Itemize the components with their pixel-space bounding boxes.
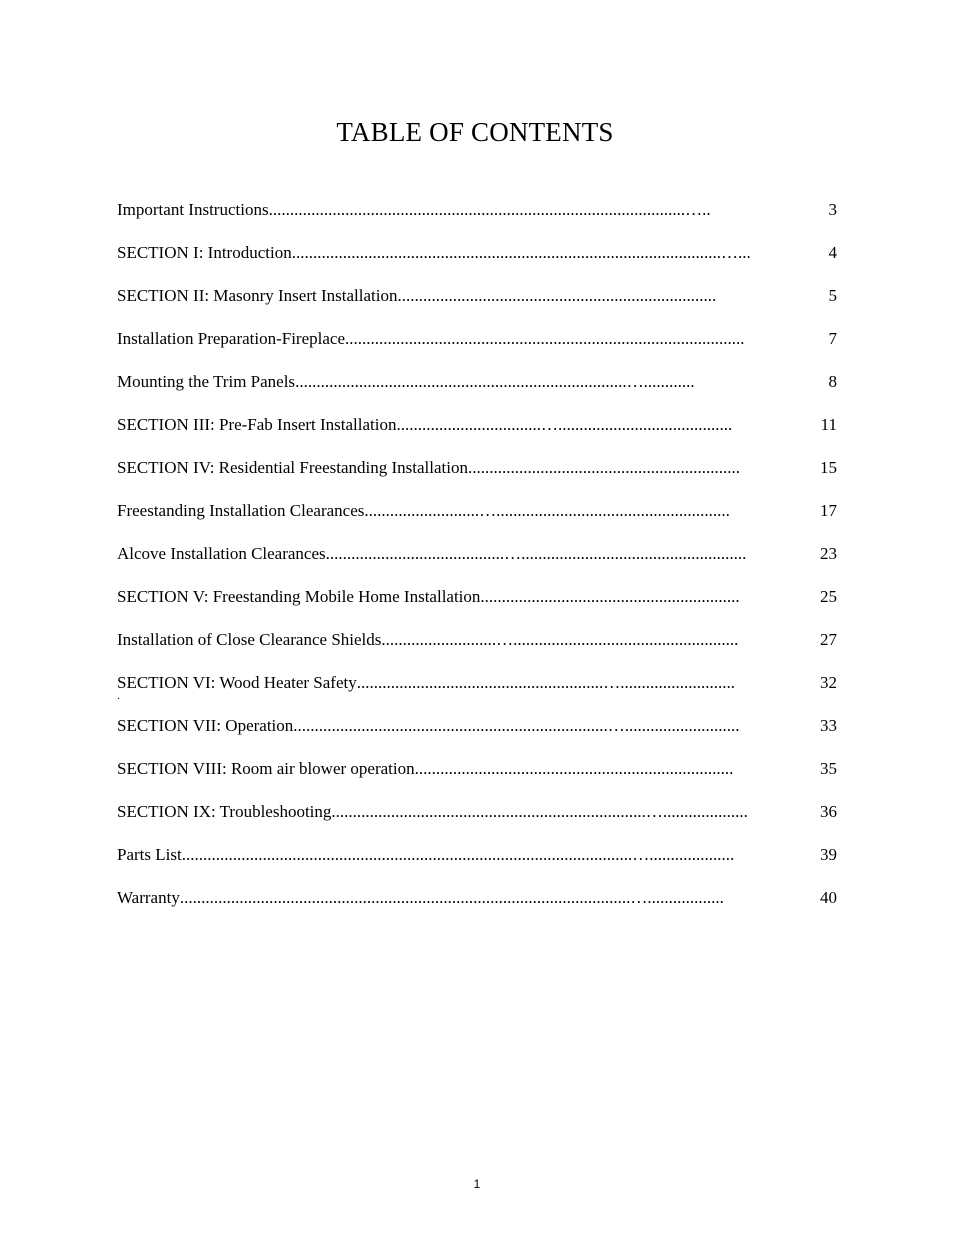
toc-entry-leader: ..................................................................................................….. xyxy=(268,200,711,219)
toc-entry-label: SECTION III: Pre-Fab Insert Installation xyxy=(117,415,397,434)
toc-entry-label: SECTION I: Introduction xyxy=(117,243,292,262)
toc-entry-leader: ..................................…......................................... xyxy=(396,415,733,434)
toc-entry-page: 36 xyxy=(820,802,837,821)
toc-entry-leader: ............................................................. xyxy=(480,587,740,606)
toc-entry-section-iii xyxy=(117,414,837,457)
toc-entry-leader: ................................................................ xyxy=(467,458,740,477)
toc-entry-page: 35 xyxy=(820,759,837,778)
stray-period-mark: . xyxy=(117,688,120,702)
toc-entry-mounting-trim-panels xyxy=(117,371,837,414)
toc-entry-page: 8 xyxy=(828,372,837,391)
toc-entry-page: 11 xyxy=(820,415,837,434)
toc-entry-section-ii xyxy=(117,285,837,328)
toc-entry-freestanding-clearances xyxy=(117,500,837,543)
toc-entry-label: Alcove Installation Clearances xyxy=(117,544,326,563)
toc-entry-section-vi xyxy=(117,672,837,715)
toc-entry-label: Installation Preparation-Fireplace xyxy=(117,329,345,348)
toc-entry-section-i xyxy=(117,242,837,285)
toc-entry-leader: ...........................…....................................................... xyxy=(364,501,730,520)
toc-entry-label: SECTION VIII: Room air blower operation xyxy=(117,759,415,778)
toc-entry-leader: .....................................................................................................…... xyxy=(291,243,751,262)
toc-entry-close-clearance-shields xyxy=(117,629,837,672)
toc-entry-page: 27 xyxy=(820,630,837,649)
toc-entry-leader: ..........................................................................…........................... xyxy=(293,716,740,735)
toc-entry-leader: ..........................................…..................................................... xyxy=(325,544,747,563)
toc-entry-page: 23 xyxy=(820,544,837,563)
toc-entry-section-v xyxy=(117,586,837,629)
toc-entry-label: Important Instructions xyxy=(117,200,269,219)
toc-entry-section-vii xyxy=(117,715,837,758)
toc-entry-label: Freestanding Installation Clearances xyxy=(117,501,365,520)
toc-entry-leader: ..........................................................................................................….................. xyxy=(179,888,724,907)
toc-entry-section-viii xyxy=(117,758,837,801)
toc-entry-leader: ..........................................................................................................….................... xyxy=(181,845,735,864)
page-number: 1 xyxy=(473,1177,481,1191)
toc-entry-label: Mounting the Trim Panels xyxy=(117,372,296,391)
toc-entry-installation-preparation xyxy=(117,328,837,371)
toc-entry-label: SECTION VI: Wood Heater Safety xyxy=(117,673,357,692)
toc-entry-label: Installation of Close Clearance Shields xyxy=(117,630,382,649)
toc-entry-page: 40 xyxy=(820,888,837,907)
toc-entry-parts-list xyxy=(117,844,837,887)
toc-entry-leader: ..............................................................................…............ xyxy=(295,372,695,391)
toc-entry-label: SECTION V: Freestanding Mobile Home Installation xyxy=(117,587,481,606)
toc-entry-leader: ..........................................................…........................... xyxy=(356,673,735,692)
toc-entry-page: 7 xyxy=(828,329,837,348)
toc-entry-label: SECTION IV: Residential Freestanding Installation xyxy=(117,458,468,477)
toc-entry-leader: ........................................................................... xyxy=(397,286,717,305)
table-of-contents xyxy=(117,199,837,930)
toc-entry-section-iv xyxy=(117,457,837,500)
toc-entry-page: 4 xyxy=(828,243,837,262)
toc-entry-leader: ........................................................................... xyxy=(414,759,734,778)
toc-entry-section-ix xyxy=(117,801,837,844)
toc-entry-label: SECTION IX: Troubleshooting xyxy=(117,802,332,821)
toc-entry-page: 33 xyxy=(820,716,837,735)
page-title: TABLE OF CONTENTS xyxy=(336,117,614,147)
toc-entry-leader: ..........................................................................….................... xyxy=(331,802,748,821)
toc-entry-page: 39 xyxy=(820,845,837,864)
toc-entry-page: 25 xyxy=(820,587,837,606)
toc-entry-label: Warranty xyxy=(117,888,180,907)
toc-entry-page: 15 xyxy=(820,458,837,477)
toc-entry-label: SECTION II: Masonry Insert Installation xyxy=(117,286,398,305)
toc-entry-page: 17 xyxy=(820,501,837,520)
toc-entry-warranty xyxy=(117,887,837,930)
toc-entry-page: 5 xyxy=(828,286,837,305)
toc-entry-label: SECTION VII: Operation xyxy=(117,716,294,735)
toc-entry-alcove-clearances xyxy=(117,543,837,586)
toc-entry-leader: .............................................................................................. xyxy=(345,329,745,348)
toc-entry-leader: ...........................…..................................................... xyxy=(381,630,739,649)
toc-entry-page: 32 xyxy=(820,673,837,692)
toc-entry-important-instructions xyxy=(117,199,837,242)
toc-entry-label: Parts List xyxy=(117,845,182,864)
toc-entry-page: 3 xyxy=(828,200,837,219)
